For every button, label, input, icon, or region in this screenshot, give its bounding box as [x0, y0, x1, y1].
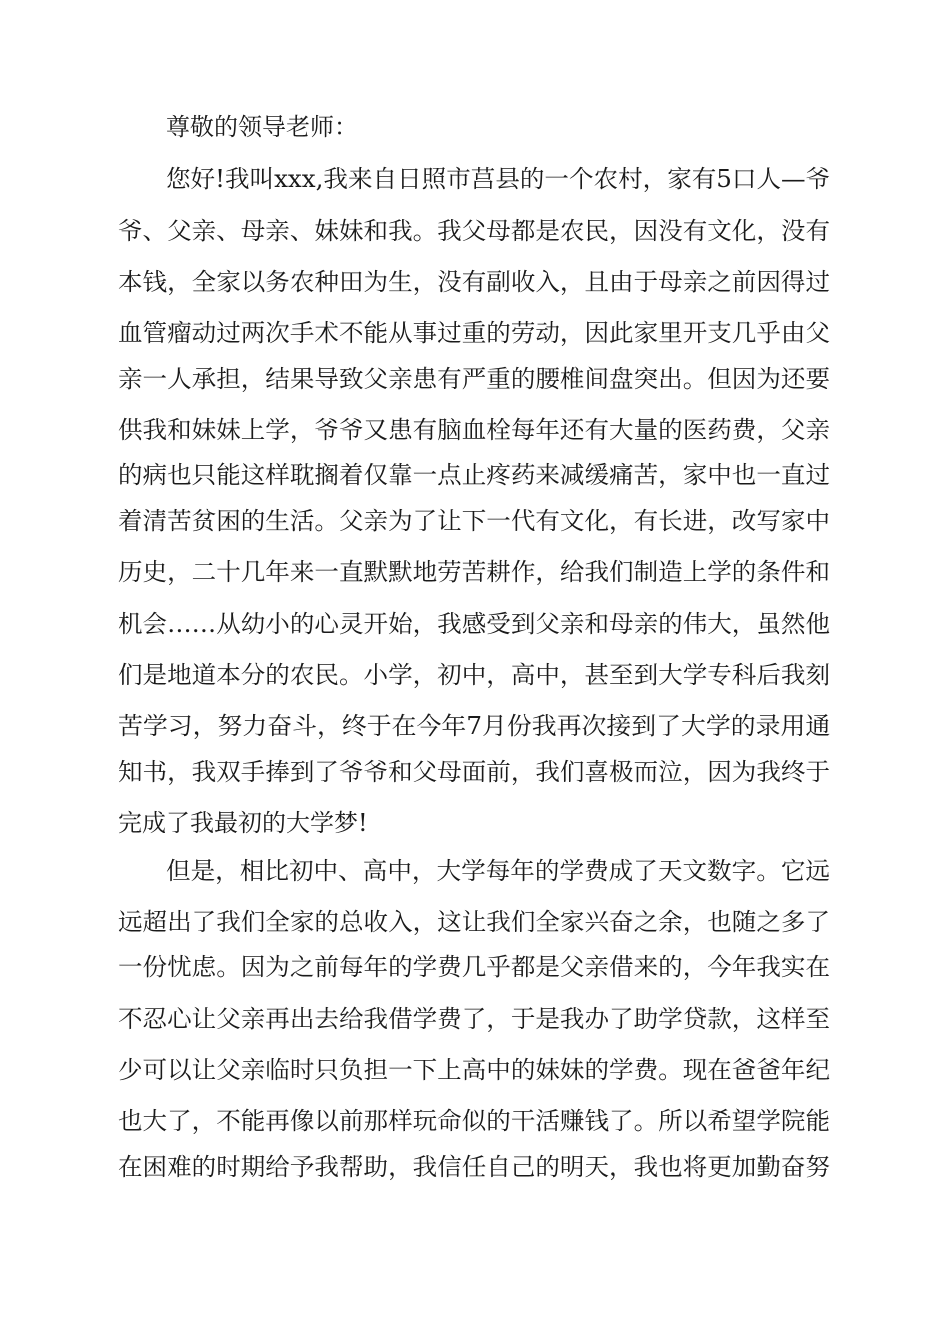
paragraph-1-line: 供我和妹妹上学，爷爷又患有脑血栓每年还有大量的医药费，父亲: [118, 416, 831, 444]
text-line: [0, 798, 950, 849]
paragraph-1-line: 亲一人承担，结果导致父亲患有严重的腰椎间盘突出。但因为还要: [118, 365, 831, 393]
text-line: [0, 154, 950, 205]
text-line: [0, 354, 950, 405]
paragraph-2-line: 远超出了我们全家的总收入，这让我们全家兴奋之余，也随之多了: [118, 908, 831, 936]
paragraph-2-line: 也大了，不能再像以前那样玩命似的干活赚钱了。所以希望学院能: [118, 1107, 831, 1135]
text-line: [0, 994, 950, 1045]
paragraph-1-line: 着清苦贫困的生活。父亲为了让下一代有文化，有长进，改写家中: [118, 507, 831, 535]
paragraph-1-line: 机会……从幼小的心灵开始，我感受到父亲和母亲的伟大，虽然他: [118, 610, 831, 638]
paragraph-2-line: 但是，相比初中、高中，大学每年的学费成了天文数字。它远: [166, 857, 831, 885]
text-line: [0, 599, 950, 650]
text-line: [0, 701, 950, 752]
paragraph-1-line: 完成了我最初的大学梦!: [118, 809, 368, 837]
paragraph-2-line: 不忍心让父亲再出去给我借学费了，于是我办了助学贷款，这样至: [118, 1005, 831, 1033]
salutation: 尊敬的领导老师：: [166, 113, 358, 141]
text-line: [0, 1045, 950, 1096]
text-line: [0, 650, 950, 701]
text-line: [0, 846, 950, 897]
text-line: [0, 496, 950, 547]
text-line: [0, 942, 950, 993]
paragraph-1-line: 爷、父亲、母亲、妹妹和我。我父母都是农民，因没有文化，没有: [118, 217, 831, 245]
paragraph-1-line: 您好!我叫xxx,我来自日照市莒县的一个农村，家有5口人—爷: [166, 165, 831, 193]
text-line: [0, 450, 950, 501]
paragraph-1-line: 的病也只能这样耽搁着仅靠一点止疼药来减缓痛苦，家中也一直过: [118, 461, 831, 489]
paragraph-1-line: 历史，二十几年来一直默默地劳苦耕作，给我们制造上学的条件和: [118, 558, 831, 586]
salutation-line: [0, 102, 950, 153]
paragraph-1-line: 本钱，全家以务农种田为生，没有副收入，且由于母亲之前因得过: [118, 268, 831, 296]
paragraph-1-line: 们是地道本分的农民。小学，初中，高中，甚至到大学专科后我刻: [118, 661, 831, 689]
text-line: [0, 547, 950, 598]
paragraph-1-line: 苦学习，努力奋斗，终于在今年7月份我再次接到了大学的录用通: [118, 712, 831, 740]
text-line: [0, 206, 950, 257]
paragraph-2-line: 一份忧虑。因为之前每年的学费几乎都是父亲借来的，今年我实在: [118, 953, 831, 981]
text-line: [0, 897, 950, 948]
paragraph-2-line: 少可以让父亲临时只负担一下上高中的妹妹的学费。现在爸爸年纪: [118, 1056, 831, 1084]
text-line: [0, 308, 950, 359]
paragraph-2-line: 在困难的时期给予我帮助，我信任自己的明天，我也将更加勤奋努: [118, 1153, 831, 1181]
text-line: [0, 1142, 950, 1193]
paragraph-1-line: 知书，我双手捧到了爷爷和父母面前，我们喜极而泣，因为我终于: [118, 758, 831, 786]
text-line: [0, 257, 950, 308]
paragraph-1-line: 血管瘤动过两次手术不能从事过重的劳动，因此家里开支几乎由父: [118, 319, 831, 347]
text-line: [0, 747, 950, 798]
text-line: [0, 405, 950, 456]
text-line: [0, 1096, 950, 1147]
